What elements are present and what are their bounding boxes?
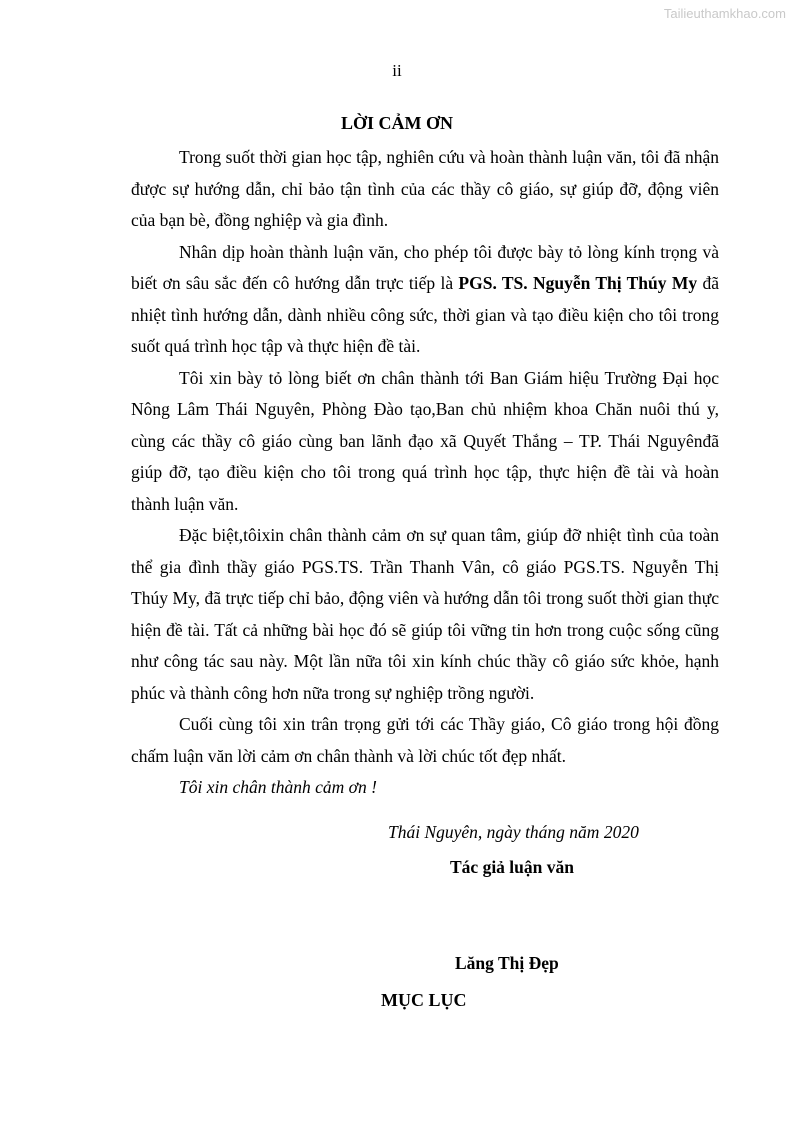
paragraph-2-lead: Nhân dịp hoàn thành luận văn, cho phép tôi được bày tỏ lòng kính trọng và biết ơn sâu sắc đến cô hướng dẫn trực tiếp là	[131, 241, 719, 293]
table-of-contents-heading: MỤC LỤC	[381, 990, 467, 1010]
author-label: Tác giả luận văn	[450, 857, 574, 877]
place-date: Thái Nguyên, ngày tháng năm 2020	[388, 822, 639, 842]
paragraph-5: Cuối cùng tôi xin trân trọng gửi tới các Thầy giáo, Cô giáo trong hội đồng chấm luận văn lời cảm ơn chân thành và lời chúc tốt đẹp nhất.	[131, 714, 719, 766]
page-number: ii	[392, 61, 402, 80]
watermark: Tailieuthamkhao.com	[663, 6, 786, 21]
paragraph-3: Tôi xin bày tỏ lòng biết ơn chân thành tới Ban Giám hiệu Trường Đại học Nông Lâm Thái Nguyên, Phòng Đào tạo,Ban chủ nhiệm khoa Chăn nuôi thú y, cùng các thầy cô giáo cùng ban lãnh đạo xã Quyết Thắng – TP. Thái Nguyênđã giúp đỡ, tạo điều kiện cho tôi trong quá trình học tập, thực hiện đề tài và hoàn thành luận văn.	[131, 367, 719, 514]
paragraph-2	[131, 237, 719, 363]
page-title: LỜI CẢM ƠN	[341, 113, 453, 133]
supervisor-name: PGS. TS. Nguyễn Thị Thúy My	[458, 273, 698, 293]
paragraph-1: Trong suốt thời gian học tập, nghiên cứu và hoàn thành luận văn, tôi đã nhận được sự hướng dẫn, chỉ bảo tận tình của các thầy cô giáo, sự giúp đỡ, động viên của bạn bè, đồng nghiệp và gia đình.	[131, 147, 719, 230]
paragraph-2-tail: đã nhiệt tình hướng dẫn, dành nhiều công sức, thời gian và tạo điều kiện cho tôi trong suốt quá trình học tập và thực hiện đề tài.	[131, 273, 719, 356]
closing-line: Tôi xin chân thành cảm ơn !	[179, 777, 377, 797]
acknowledgement-body	[131, 142, 719, 804]
author-name: Lăng Thị Đẹp	[455, 953, 559, 973]
paragraph-4: Đặc biệt,tôixin chân thành cảm ơn sự quan tâm, giúp đỡ nhiệt tình của toàn thể gia đình thầy giáo PGS.TS. Trần Thanh Vân, cô giáo PGS.TS. Nguyễn Thị Thúy My, đã trực tiếp chỉ bảo, động viên và hướng dẫn tôi trong suốt thời gian thực hiện đề tài. Tất cả những bài học đó sẽ giúp tôi vững tin hơn trong cuộc sống cũng như công tác sau này. Một lần nữa tôi xin kính chúc thầy cô giáo sức khỏe, hạnh phúc và thành công hơn nữa trong sự nghiệp trồng người.	[131, 525, 719, 703]
